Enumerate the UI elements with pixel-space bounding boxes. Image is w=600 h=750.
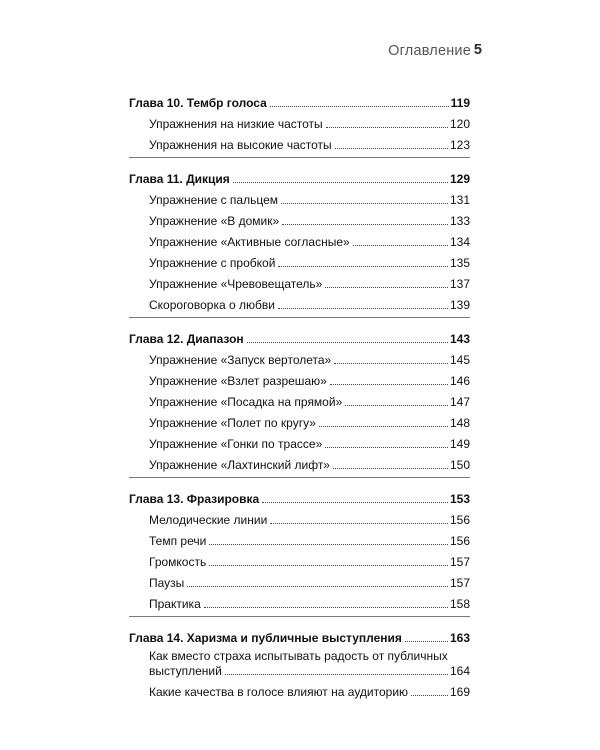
dot-leader xyxy=(282,224,448,225)
entry-title: Упражнение «Посадка на прямой» xyxy=(149,395,343,409)
entry-title: Упражнение «В домик» xyxy=(149,214,280,228)
page-ref: 147 xyxy=(449,395,470,409)
page-ref: 156 xyxy=(449,534,470,548)
entry-second-line xyxy=(149,664,470,679)
toc-entry[interactable] xyxy=(129,410,470,431)
entry-title: Упражнение «Лахтинский лифт» xyxy=(149,458,330,472)
chapter-13 xyxy=(129,486,470,617)
entry-title: Упражнение «Активные согласные» xyxy=(149,235,350,249)
toc-entry[interactable] xyxy=(129,271,470,292)
chapter-title: Глава 11. Дикция xyxy=(129,172,230,186)
page-ref: 146 xyxy=(449,374,470,388)
toc-entry[interactable] xyxy=(129,250,470,271)
entry-title: Темп речи xyxy=(149,534,207,548)
entry-title: Упражнения на высокие частоты xyxy=(149,138,332,152)
dot-leader xyxy=(333,468,448,469)
toc-entry[interactable] xyxy=(129,507,470,528)
dot-leader xyxy=(353,245,448,246)
page-ref: 164 xyxy=(449,664,470,678)
toc-entry[interactable] xyxy=(129,292,470,313)
entry-title: Скороговорка о любви xyxy=(149,298,275,312)
entry-title: Упражнения на низкие частоты xyxy=(149,117,323,131)
page-ref: 148 xyxy=(449,416,470,430)
toc-entry[interactable] xyxy=(129,591,470,612)
chapter-14 xyxy=(129,625,470,704)
toc-entry[interactable] xyxy=(129,452,470,473)
table-of-contents xyxy=(129,90,470,712)
chapter-title: Глава 14. Харизма и публичные выступления xyxy=(129,631,402,645)
entry-title-line-2: выступлений xyxy=(149,664,222,678)
chapter-10 xyxy=(129,90,470,158)
entry-title: Упражнение с пальцем xyxy=(149,193,279,207)
chapter-heading[interactable] xyxy=(129,90,470,111)
page-ref: 149 xyxy=(449,437,470,451)
entry-title: Упражнение «Запуск вертолета» xyxy=(149,353,332,367)
dot-leader xyxy=(411,695,448,696)
chapter-title: Глава 10. Тембр голоса xyxy=(129,96,267,110)
entry-title: Упражнение «Чревовещатель» xyxy=(149,277,323,291)
entry-title: Упражнение с пробкой xyxy=(149,256,276,270)
page-ref: 145 xyxy=(449,353,470,367)
dot-leader xyxy=(209,544,448,545)
entry-title-line-1: Как вместо страха испытывать радость от публичных xyxy=(149,649,448,663)
entry-title: Какие качества в голосе влияют на аудиторию xyxy=(149,685,409,699)
dot-leader xyxy=(405,641,448,642)
page-ref: 137 xyxy=(449,277,470,291)
toc-entry[interactable] xyxy=(129,389,470,410)
dot-leader xyxy=(319,426,448,427)
chapter-title: Глава 13. Фразировка xyxy=(129,492,260,506)
dot-leader xyxy=(187,586,448,587)
entry-title: Громкость xyxy=(149,555,207,569)
entry-title: Упражнение «Гонки по трассе» xyxy=(149,437,323,451)
page-ref: 156 xyxy=(449,513,470,527)
chapter-heading[interactable] xyxy=(129,326,470,347)
page-ref: 157 xyxy=(449,576,470,590)
dot-leader xyxy=(278,266,448,267)
chapter-heading[interactable] xyxy=(129,166,470,187)
chapter-heading[interactable] xyxy=(129,486,470,507)
dot-leader xyxy=(326,127,448,128)
dot-leader xyxy=(209,565,448,566)
dot-leader xyxy=(345,405,448,406)
entry-title: Упражнение «Взлет разрешаю» xyxy=(149,374,327,388)
page-ref: 133 xyxy=(449,214,470,228)
dot-leader xyxy=(233,182,448,183)
dot-leader xyxy=(281,203,448,204)
dot-leader xyxy=(278,308,448,309)
chapter-heading[interactable] xyxy=(129,625,470,646)
dot-leader xyxy=(204,607,448,608)
entry-title: Практика xyxy=(149,597,201,611)
toc-entry[interactable] xyxy=(129,570,470,591)
running-head: Оглавление xyxy=(388,43,471,59)
entry-title: Упражнение «Полет по кругу» xyxy=(149,416,316,430)
page-ref: 119 xyxy=(450,96,470,110)
toc-entry[interactable] xyxy=(129,187,470,208)
dot-leader xyxy=(335,148,448,149)
toc-entry[interactable] xyxy=(129,111,470,132)
page-ref: 153 xyxy=(449,492,470,506)
toc-entry[interactable] xyxy=(129,679,470,700)
dot-leader xyxy=(270,106,449,107)
toc-entry[interactable] xyxy=(129,431,470,452)
page-ref: 123 xyxy=(449,138,470,152)
toc-entry[interactable] xyxy=(129,646,470,679)
toc-entry[interactable] xyxy=(129,229,470,250)
dot-leader xyxy=(325,447,448,448)
page-ref: 120 xyxy=(449,117,470,131)
page-ref: 169 xyxy=(449,685,470,699)
toc-entry[interactable] xyxy=(129,368,470,389)
chapter-11 xyxy=(129,166,470,318)
entry-title: Мелодические линии xyxy=(149,513,268,527)
dot-leader xyxy=(247,342,448,343)
page-ref: 139 xyxy=(449,298,470,312)
toc-entry[interactable] xyxy=(129,208,470,229)
page-ref: 143 xyxy=(449,332,470,346)
dot-leader xyxy=(262,502,448,503)
page-ref: 157 xyxy=(449,555,470,569)
dot-leader xyxy=(334,363,448,364)
toc-entry[interactable] xyxy=(129,549,470,570)
dot-leader xyxy=(270,523,448,524)
dot-leader xyxy=(225,674,448,675)
page-ref: 135 xyxy=(449,256,470,270)
chapter-title: Глава 12. Диапазон xyxy=(129,332,244,346)
dot-leader xyxy=(330,384,448,385)
page-ref: 163 xyxy=(449,631,470,645)
toc-entry[interactable] xyxy=(129,347,470,368)
chapter-12 xyxy=(129,326,470,478)
page-number: 5 xyxy=(473,42,482,58)
toc-entry[interactable] xyxy=(129,132,470,153)
page-ref: 158 xyxy=(449,597,470,611)
toc-entry[interactable] xyxy=(129,528,470,549)
page-ref: 150 xyxy=(449,458,470,472)
page-ref: 134 xyxy=(449,235,470,249)
entry-title: Паузы xyxy=(149,576,185,590)
page-ref: 129 xyxy=(449,172,470,186)
page-ref: 131 xyxy=(449,193,470,207)
dot-leader xyxy=(325,287,448,288)
